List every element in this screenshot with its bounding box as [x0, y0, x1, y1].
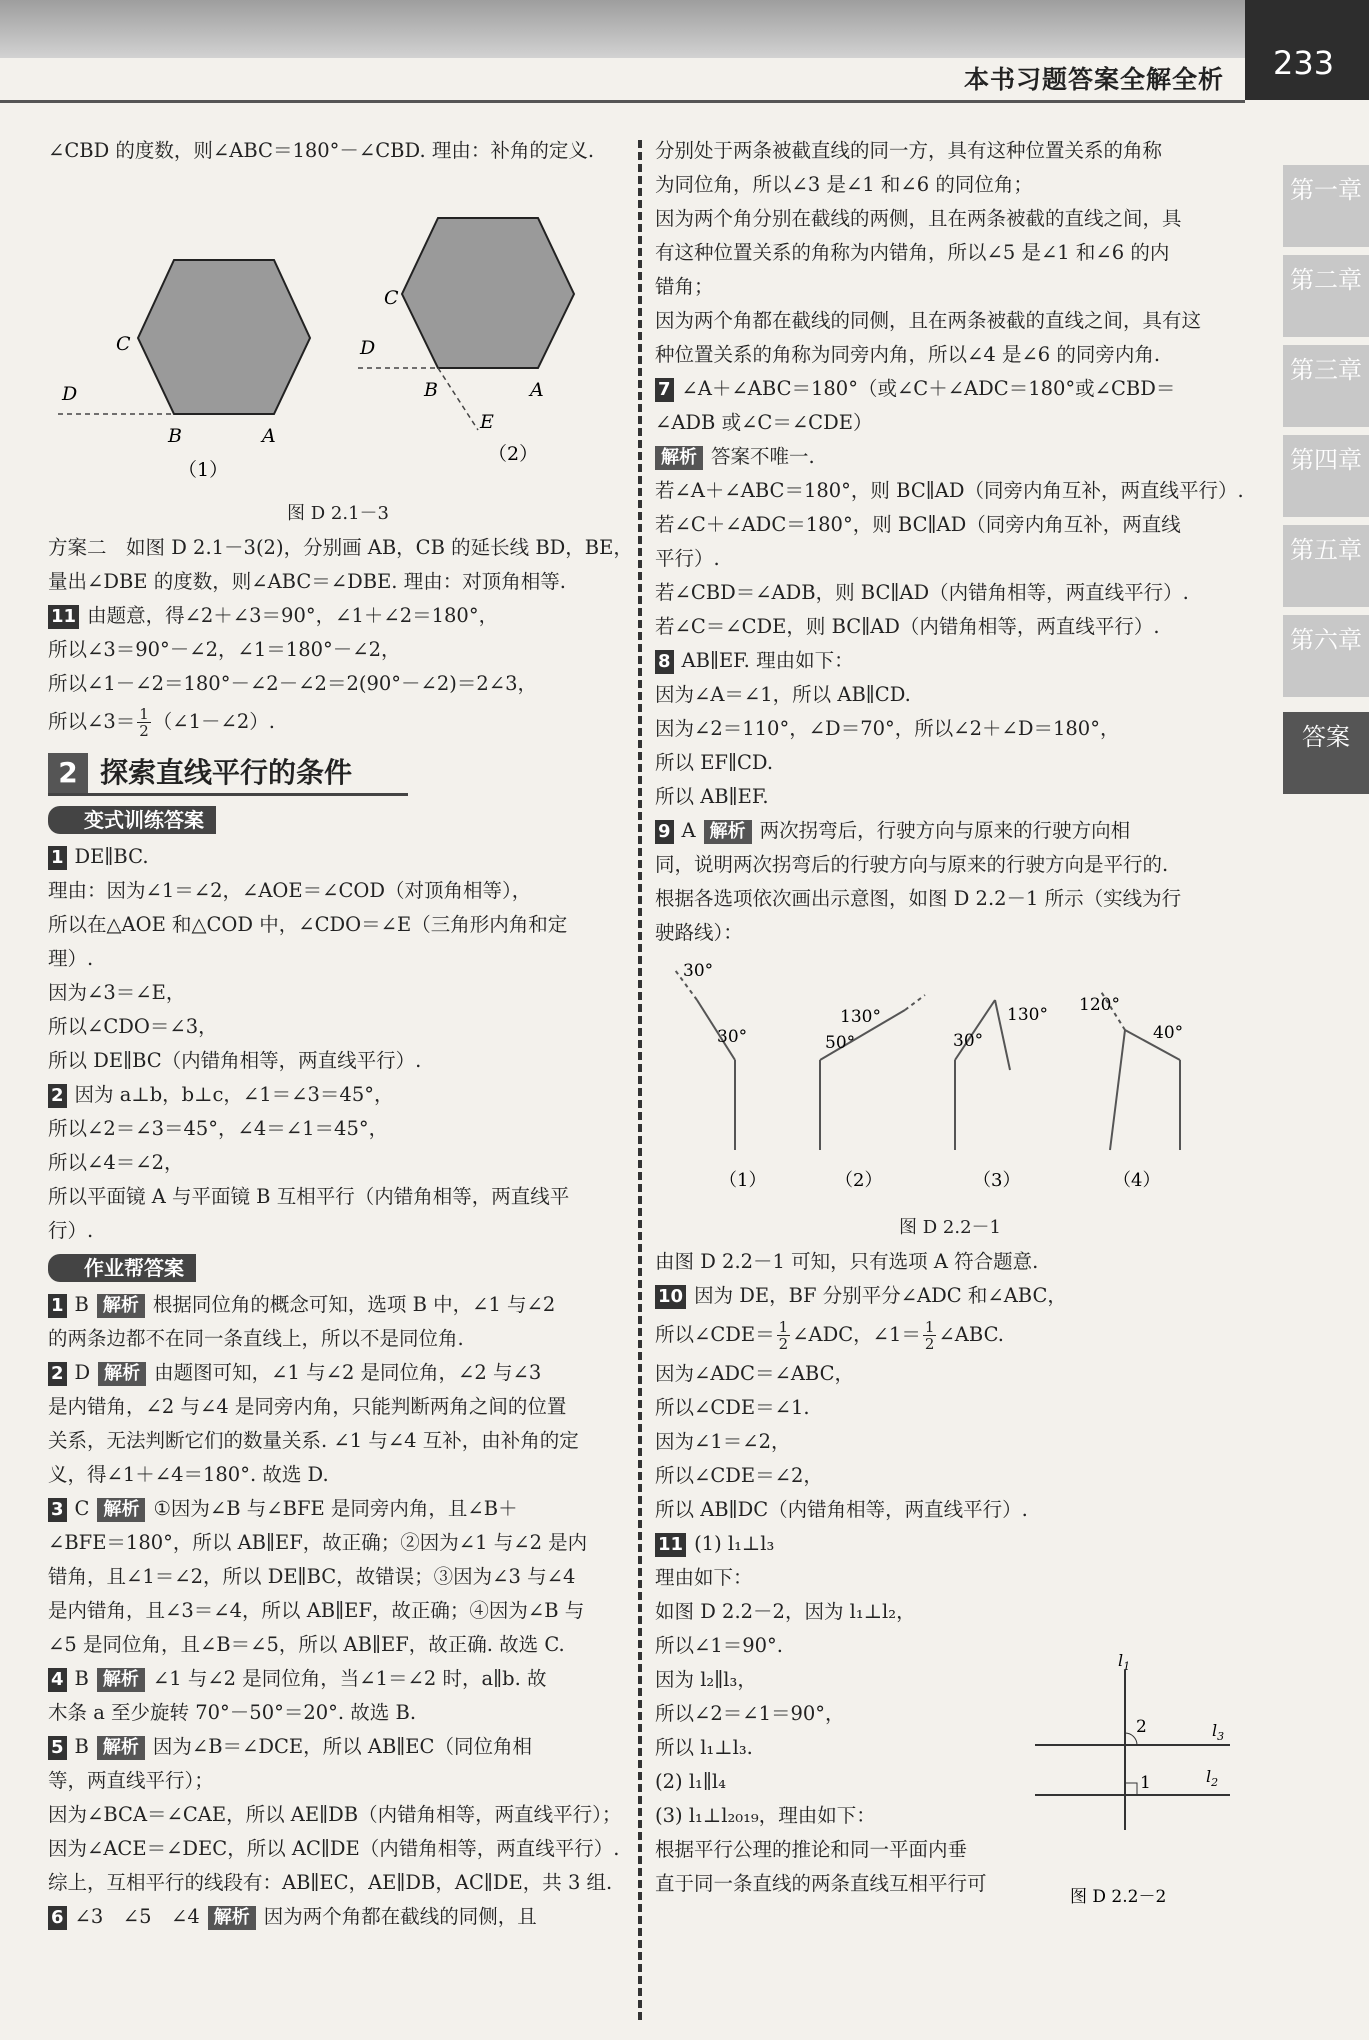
angle-label: 30°: [683, 961, 714, 981]
tab-chapter-4[interactable]: 第四章: [1283, 435, 1369, 517]
fraction: [777, 1319, 791, 1352]
label-l3-subscript: 3: [1217, 1730, 1225, 1743]
text-line: 综上，互相平行的线段有：AB∥EC，AE∥DB，AC∥DE，共 3 组.: [48, 1871, 613, 1894]
analysis-tag: 解析: [655, 446, 703, 470]
label-d-1: D: [62, 383, 78, 405]
text-line: 两次拐弯后，行驶方向与原来的行驶方向相: [759, 819, 1131, 842]
text-line: ∠A＋∠ABC＝180°（或∠C＋∠ADC＝180°或∠CBD＝: [681, 377, 1176, 400]
extension-line-be-2: [438, 368, 478, 430]
text-line: ∠ABC.: [938, 1323, 1005, 1346]
angle-mark-1: [1125, 1783, 1137, 1795]
label-l3: [1212, 1721, 1224, 1743]
label-b-2: B: [424, 379, 438, 401]
text-line: 因为 l₂∥l₃，: [655, 1668, 757, 1691]
path-segment: [1110, 1030, 1125, 1150]
text-line: (1) l₁⊥l₃: [694, 1532, 775, 1555]
text-line: 若∠C＋∠ADC＝180°，则 BC∥AD（同旁内角互补，两直线: [655, 513, 1181, 536]
text-line: 驶路线）：: [655, 921, 743, 944]
text-line: 所以 l₁⊥l₃.: [655, 1736, 753, 1759]
label-d-2: D: [360, 337, 376, 359]
figure-caption: 图 D 2.2－1: [899, 1217, 1001, 1238]
answer-choice: D: [74, 1361, 91, 1384]
text-line: 直于同一条直线的两条直线互相平行可: [655, 1872, 987, 1895]
text-line: 因为∠ACE＝∠DEC，所以 AC∥DE（内错角相等，两直线平行）.: [48, 1837, 620, 1860]
text-line: ①因为∠B 与∠BFE 是同旁内角，且∠B＋: [153, 1497, 518, 1520]
text-line: 所以 AB∥EF.: [655, 785, 769, 808]
figure-d222: [1030, 1650, 1245, 1910]
text-line: 因为∠2＝110°，∠D＝70°，所以∠2＋∠D＝180°，: [655, 717, 1120, 740]
angle-label: 130°: [1007, 1005, 1048, 1025]
text-line: 因为∠3＝∠E，: [48, 981, 186, 1004]
text-line: 根据各选项依次画出示意图，如图 D 2.2－1 所示（实线为行: [655, 887, 1182, 910]
angle-label: 30°: [717, 1027, 748, 1047]
fraction-numerator: 1: [139, 705, 149, 723]
page-number-box: [1245, 0, 1369, 100]
text-line: 理）.: [48, 947, 94, 970]
label-a-1: A: [262, 425, 276, 447]
text-line: ∠1 与∠2 是同位角，当∠1＝∠2 时，a∥b. 故: [152, 1667, 547, 1690]
subcaption: （4）: [1113, 1170, 1161, 1191]
subcaption: （2）: [835, 1170, 883, 1191]
text-line: ∠BFE＝180°，所以 AB∥EF，故正确；②因为∠1 与∠2 是内: [48, 1531, 588, 1554]
text-line: 的两条边都不在同一条直线上，所以不是同位角.: [48, 1327, 464, 1350]
text-line: 由题意，得∠2＋∠3＝90°，∠1＋∠2＝180°，: [87, 604, 499, 627]
section-heading: [48, 753, 408, 796]
tab-chapter-5[interactable]: 第五章: [1283, 525, 1369, 607]
text-line: 所以∠3＝: [48, 710, 136, 733]
tab-chapter-6[interactable]: 第六章: [1283, 615, 1369, 697]
label-c-1: C: [116, 333, 131, 355]
angle-label-2: 2: [1136, 1717, 1147, 1737]
text-line: 义，得∠1＋∠4＝180°. 故选 D.: [48, 1463, 329, 1486]
text-line: 所以∠2＝∠3＝45°，∠4＝∠1＝45°，: [48, 1117, 389, 1140]
text-line: 所以∠CDE＝∠1.: [655, 1396, 810, 1419]
analysis-tag: 解析: [97, 1498, 145, 1522]
text-line: 木条 a 至少旋转 70°－50°＝20°. 故选 B.: [48, 1701, 417, 1724]
question-number: 7: [655, 378, 674, 402]
text-line: 所以 EF∥CD.: [655, 751, 774, 774]
text-line: 错角；: [655, 275, 714, 298]
label-l3-letter: l: [1212, 1721, 1218, 1740]
header-band: [0, 0, 1245, 58]
text-line: 若∠A＋∠ABC＝180°，则 BC∥AD（同旁内角互补，两直线平行）.: [655, 479, 1244, 502]
label-l2-subscript: 2: [1211, 1776, 1219, 1789]
text-line: 所以∠1－∠2＝180°－∠2－∠2＝2(90°－∠2)＝2∠3，: [48, 672, 538, 695]
hexagon-1: [138, 260, 310, 414]
fraction-numerator: 1: [778, 1318, 789, 1336]
text-line: 若∠C＝∠CDE，则 BC∥AD（内错角相等，两直线平行）.: [655, 615, 1160, 638]
header-title: 本书习题答案全解全析: [963, 65, 1224, 94]
right-column: [655, 134, 1245, 1901]
figure-caption: 图 D 2.1－3: [287, 503, 389, 524]
text-line: 所以∠3＝90°－∠2，∠1＝180°－∠2，: [48, 638, 401, 661]
angle-label: 30°: [953, 1031, 984, 1051]
answer-choice: B: [74, 1735, 89, 1758]
analysis-tag: 解析: [97, 1668, 145, 1692]
text-line: ∠5 是同位角，且∠B＝∠5，所以 AB∥EF，故正确. 故选 C.: [48, 1633, 565, 1656]
subcaption: （1）: [719, 1170, 767, 1191]
fraction: [137, 706, 151, 739]
text-line: 种位置关系的角称为同旁内角，所以∠4 是∠6 的同旁内角.: [655, 343, 1161, 366]
angle-label-1: 1: [1140, 1773, 1151, 1793]
label-c-2: C: [384, 287, 399, 309]
question-number: 1: [48, 846, 67, 870]
tab-answers[interactable]: 答案: [1283, 712, 1369, 794]
tab-chapter-1[interactable]: 第一章: [1283, 165, 1369, 247]
text-line: 若∠CBD＝∠ADB，则 BC∥AD（内错角相等，两直线平行）.: [655, 581, 1189, 604]
text-line: 所以∠2＝∠1＝90°，: [655, 1702, 845, 1725]
question-number: 5: [48, 1736, 67, 1760]
text-line: 所以 AB∥DC（内错角相等，两直线平行）.: [655, 1498, 1028, 1521]
label-l2-letter: l: [1206, 1767, 1212, 1786]
header-rule: [0, 100, 1245, 103]
question-number: 1: [48, 1294, 67, 1318]
analysis-tag: 解析: [98, 1362, 146, 1386]
text-line: 根据平行公理的推论和同一平面内垂: [655, 1838, 968, 1861]
text-line: 根据同位角的概念可知，选项 B 中，∠1 与∠2: [152, 1293, 556, 1316]
text-line: 因为两个角都在截线的同侧，且: [263, 1905, 537, 1928]
answer-choice: A: [681, 819, 696, 842]
question-number: 2: [48, 1362, 67, 1386]
fraction-numerator: 1: [924, 1318, 935, 1336]
text-line: 所以∠CDE＝: [655, 1323, 775, 1346]
text-line: 量出∠DBE 的度数，则∠ABC＝∠DBE. 理由：对顶角相等.: [48, 570, 566, 593]
angle-label: 130°: [840, 1007, 881, 1027]
figure-d213: [48, 168, 628, 498]
path-segment: [955, 1000, 995, 1060]
answer-choice: B: [74, 1667, 89, 1690]
text-line: (3) l₁⊥l₂₀₁₉，理由如下：: [655, 1804, 876, 1827]
angle-label: 40°: [1153, 1023, 1184, 1043]
answer-choice: C: [74, 1497, 90, 1520]
analysis-tag: 解析: [97, 1736, 145, 1760]
angle-label: 50°: [825, 1033, 856, 1053]
text-line: 方案二 如图 D 2.1－3(2)，分别画 AB，CB 的延长线 BD，BE，: [48, 536, 633, 559]
question-number: 11: [48, 605, 79, 629]
text-line: 因为∠B＝∠DCE，所以 AB∥EC（同位角相: [152, 1735, 532, 1758]
subcaption-1: （1）: [178, 459, 229, 481]
text-line: 因为∠A＝∠1，所以 AB∥CD.: [655, 683, 911, 706]
text-line: 理由：因为∠1＝∠2，∠AOE＝∠COD（对顶角相等），: [48, 879, 532, 902]
text-line: AB∥EF. 理由如下：: [681, 649, 854, 672]
question-number: 3: [48, 1498, 67, 1522]
text-line: 理由如下：: [655, 1566, 753, 1589]
fraction-denominator: 2: [924, 1335, 935, 1353]
text-line: 为同位角，所以∠3 是∠1 和∠6 的同位角；: [655, 173, 1033, 196]
label-l1-subscript: 1: [1123, 1660, 1131, 1673]
text-line: 所以∠CDE＝∠2，: [655, 1464, 823, 1487]
text-line: 同，说明两次拐弯后的行驶方向与原来的行驶方向是平行的.: [655, 853, 1169, 876]
label-b-1: B: [168, 425, 182, 447]
text-line: 是内错角，且∠3＝∠4，所以 AB∥EF，故正确；④因为∠B 与: [48, 1599, 585, 1622]
text-line: 错角，且∠1＝∠2，所以 DE∥BC，故错误；③因为∠3 与∠4: [48, 1565, 576, 1588]
label-l2: [1206, 1767, 1218, 1789]
text-line: 平行）.: [655, 547, 720, 570]
analysis-tag: 解析: [97, 1294, 145, 1318]
text-line: DE∥BC.: [74, 845, 149, 868]
text-line: (2) l₁∥l₄: [655, 1770, 726, 1793]
question-number: 6: [48, 1906, 67, 1930]
text-line: 答案不唯一.: [711, 445, 815, 468]
question-number: 11: [655, 1533, 686, 1557]
figure-caption: 图 D 2.2－2: [1070, 1887, 1167, 1907]
question-number: 4: [48, 1668, 67, 1692]
text-line: 分别处于两条被截直线的同一方，具有这种位置关系的角称: [655, 139, 1163, 162]
answer-choice: ∠3 ∠5 ∠4: [74, 1905, 200, 1928]
page-number: 233: [1273, 44, 1335, 82]
answer-choice: B: [74, 1293, 89, 1316]
label-a-2: A: [530, 379, 544, 401]
text-line: 等，两直线平行）；: [48, 1769, 214, 1792]
text-line: ∠ADB 或∠C＝∠CDE）: [655, 411, 873, 434]
text-line: 所以平面镜 A 与平面镜 B 互相平行（内错角相等，两直线平: [48, 1185, 570, 1208]
dashed-extension: [905, 995, 925, 1010]
figure-d221: [655, 950, 1235, 1200]
text-line: 关系，无法判断它们的数量关系. ∠1 与∠4 互补，由补角的定: [48, 1429, 579, 1452]
text-line: 所以∠1＝90°.: [655, 1634, 784, 1657]
text-line: 因为 a⊥b，b⊥c，∠1＝∠3＝45°，: [74, 1083, 394, 1106]
subcaption: （3）: [973, 1170, 1021, 1191]
text-line: ∠ADC，∠1＝: [792, 1323, 921, 1346]
subcaption-2: （2）: [488, 443, 539, 465]
label-e-2: E: [480, 411, 494, 433]
question-number: 2: [48, 1084, 67, 1108]
subsection-badge: 作业帮答案: [48, 1254, 196, 1282]
question-number: 10: [655, 1285, 686, 1309]
text-line: 因为两个角都在截线的同侧，且在两条被截的直线之间，具有这: [655, 309, 1202, 332]
text-line: 所以∠CDO＝∠3，: [48, 1015, 218, 1038]
hexagon-2: [402, 218, 574, 368]
question-number: 8: [655, 650, 674, 674]
subsection-badge: 变式训练答案: [48, 806, 216, 834]
column-divider: [638, 140, 642, 2020]
section-title: 探索直线平行的条件: [100, 756, 353, 789]
text-line: ∠CBD 的度数，则∠ABC＝180°－∠CBD. 理由：补角的定义.: [48, 139, 595, 162]
fraction: [923, 1319, 937, 1352]
fraction-denominator: 2: [139, 722, 149, 740]
section-number: 2: [48, 753, 88, 793]
question-number: 9: [655, 820, 674, 844]
text-line: 因为∠BCA＝∠CAE，所以 AE∥DB（内错角相等，两直线平行）；: [48, 1803, 622, 1826]
text-line: 因为∠ADC＝∠ABC，: [655, 1362, 855, 1385]
text-line: 因为∠1＝∠2，: [655, 1430, 791, 1453]
text-line: 如图 D 2.2－2，因为 l₁⊥l₂，: [655, 1600, 916, 1623]
text-line: 所以∠4＝∠2，: [48, 1151, 184, 1174]
text-line: 因为两个角分别在截线的两侧，且在两条被截的直线之间，具: [655, 207, 1182, 230]
analysis-tag: 解析: [208, 1906, 256, 1930]
text-line: 所以 DE∥BC（内错角相等，两直线平行）.: [48, 1049, 422, 1072]
left-column: [48, 134, 633, 1934]
text-line: 由题图可知，∠1 与∠2 是同位角，∠2 与∠3: [154, 1361, 542, 1384]
tab-chapter-3[interactable]: 第三章: [1283, 345, 1369, 427]
text-line: 有这种位置关系的角称为内错角，所以∠5 是∠1 和∠6 的内: [655, 241, 1170, 264]
text-line: 是内错角，∠2 与∠4 是同旁内角，只能判断两角之间的位置: [48, 1395, 567, 1418]
text-line: 行）.: [48, 1219, 94, 1242]
label-l1-letter: l: [1118, 1651, 1124, 1670]
text-line: 因为 DE，BF 分别平分∠ADC 和∠ABC，: [694, 1284, 1067, 1307]
text-line: 由图 D 2.2－1 可知，只有选项 A 符合题意.: [655, 1250, 1039, 1273]
angle-label: 120°: [1079, 995, 1120, 1015]
fraction-denominator: 2: [778, 1335, 789, 1353]
analysis-tag: 解析: [704, 820, 752, 844]
tab-chapter-2[interactable]: 第二章: [1283, 255, 1369, 337]
label-l1: [1118, 1651, 1130, 1673]
text-line: （∠1－∠2）.: [152, 710, 275, 733]
text-line: 所以在△AOE 和△COD 中，∠CDO＝∠E（三角形内角和定: [48, 913, 568, 936]
